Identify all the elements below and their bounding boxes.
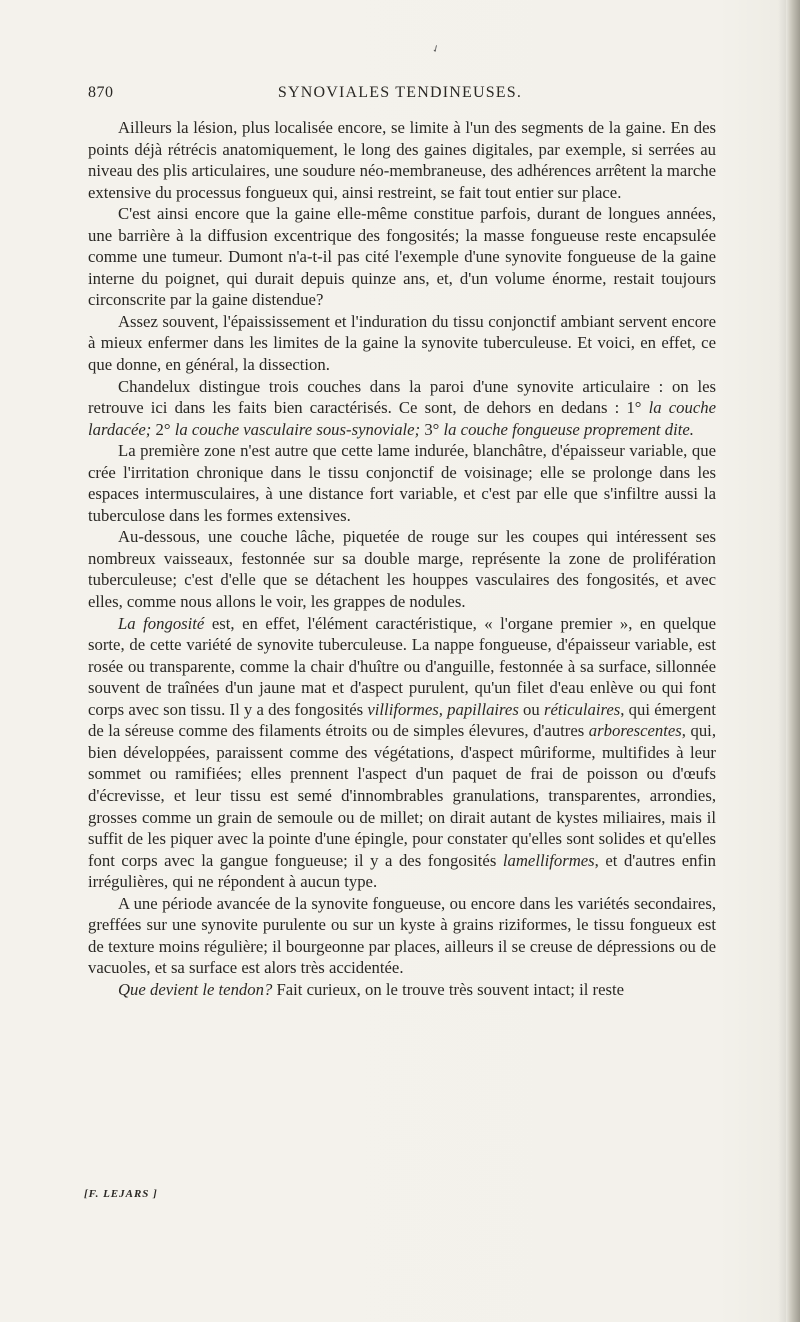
- page-number: 870: [88, 84, 114, 101]
- italic-run: Que devient le tendon?: [118, 979, 273, 999]
- binding-shadow: [778, 0, 786, 1322]
- text-run: C'est ainsi encore que la gaine elle-même constitue parfois, durant de longues années, une barrière à la diffusion excentrique des fongosités; la masse fongueuse reste encapsulée comme une tumeur. Dumont n'a-t-il pas cité l'exemple d'une synovite fongueuse de la gaine interne du poignet, qui durait depuis quinze ans, et, d'un volume énorme, restait toujours circonscrite par la gaine distendue?: [88, 204, 716, 310]
- text-run: Fait curieux, on le trouve très souvent intact; il reste: [272, 979, 625, 999]
- printer-signature: [F. LEJARS ]: [84, 1188, 158, 1200]
- text-run: 2°: [151, 419, 175, 439]
- paragraph: [88, 311, 716, 376]
- text-run: est, en effet, l'élément caractéristique, « l'organe premier », en quelque sorte, de cette variété de synovite tuberculeuse. La nappe fongueuse, d'épaisseur variable, est rosée ou transparente, comme la chair d'huître ou d'anguille, festonnée à sa surface, sillonnée souvent de traînées d'un jaune mat et d'aspect purulent, qu'un filet d'eau enlève ou qui font corps avec son tissu. Il y a des fongosités: [88, 613, 717, 719]
- italic-run: la couche lardacée;: [88, 398, 717, 439]
- text-run: A une période avancée de la synovite fongueuse, ou encore dans les variétés secondaires, greffées sur une synovite purulente ou sur un kyste à grains riziformes, le tissu fongueux est de texture moins régulière; il bourgeonne par places, ailleurs il se creuse de dépressions ou de vacuoles, et sa surface est alors très accidentée.: [88, 893, 716, 978]
- italic-run: la couche vasculaire sous-synoviale;: [174, 419, 421, 439]
- text-run: Au-dessous, une couche lâche, piquetée de rouge sur les coupes qui intéressent ses nombreux vaisseaux, festonnée sur sa double marge, représente la zone de prolifération tuberculeuse; c'est d'elle que se détachent les houppes vasculaires des fongosités, et avec elles, comme nous allons le voir, les grappes de nodules.: [88, 527, 716, 612]
- italic-run: la couche fongueuse proprement dite.: [443, 419, 694, 439]
- paragraph: [88, 979, 716, 1001]
- text-run: 3°: [420, 419, 444, 439]
- italic-run: arborescentes: [588, 721, 682, 741]
- running-title: SYNOVIALES TENDINEUSES.: [277, 84, 523, 101]
- page-header: [88, 84, 712, 108]
- paragraph: [88, 613, 716, 893]
- text-run: La première zone n'est autre que cette lame indurée, blanchâtre, d'épaisseur variable, que crée l'irritation chronique dans le tissu conjonctif de voisinage; elle se prolonge dans les espaces intermusculaires, à une distance fort variable, et c'est par elle que s'infiltre aussi la tuberculose dans les formes extensives.: [88, 441, 716, 525]
- text-run: Chandelux distingue trois couches dans la paroi d'une synovite articulaire : on les retrouve ici dans les faits bien caractérisés. Ce sont, de dehors en dedans : 1°: [88, 376, 716, 418]
- binding-edge: [786, 0, 800, 1322]
- text-run: , qui, bien développées, paraissent comme des végétations, d'aspect mûriforme, multifides à leur sommet ou ramifiées; elles prennent l'aspect d'un paquet de frai de poisson ou d'œufs d'écrevisse, et leur tissu est semé d'innombrables granulations, transparentes, arrondies, grosses comme un grain de semoule ou de millet; on dirait autant de kystes miliaires, mais il suffit de les piquer avec la pointe d'une épingle, pour constater qu'elles sont solides et qu'elles font corps avec la gangue fongueuse; il y a des fongosités: [88, 721, 716, 870]
- italic-run: réticulaires: [543, 699, 621, 719]
- paragraph: [88, 440, 716, 526]
- text-run: Assez souvent, l'épaississement et l'induration du tissu conjonctif ambiant servent encore à mieux enfermer dans les limites de la gaine la synovite tuberculeuse. Et voici, en effet, ce que donne, en général, la dissection.: [88, 311, 716, 375]
- italic-run: lamelliformes: [502, 850, 595, 870]
- italic-run: La fongosité: [118, 613, 205, 633]
- body-text: [88, 117, 716, 1000]
- paragraph: [88, 203, 716, 311]
- paragraph: [88, 893, 716, 979]
- paragraph: [88, 376, 716, 441]
- scan-mark: ✓: [430, 42, 443, 57]
- text-run: Ailleurs la lésion, plus localisée encore, se limite à l'un des segments de la gaine. En des points déjà rétrécis anatomiquement, le long des gaines digitales, par exemple, si serrées au niveau des plis articulaires, une soudure néo-membraneuse, des adhérences arrêtent la marche extensive du processus fongueux qui, ainsi restreint, se fait tout entier sur place.: [88, 118, 716, 202]
- paragraph: [88, 526, 716, 612]
- italic-run: villiformes, papillaires: [367, 699, 519, 719]
- text-run: , et d'autres enfin irrégulières, qui ne répondent à aucun type.: [88, 850, 716, 892]
- paragraph: [88, 117, 716, 203]
- text-run: ou: [518, 699, 544, 719]
- text-run: , qui émergent de la séreuse comme des filaments étroits ou de simples élevures, d'autres: [88, 699, 716, 741]
